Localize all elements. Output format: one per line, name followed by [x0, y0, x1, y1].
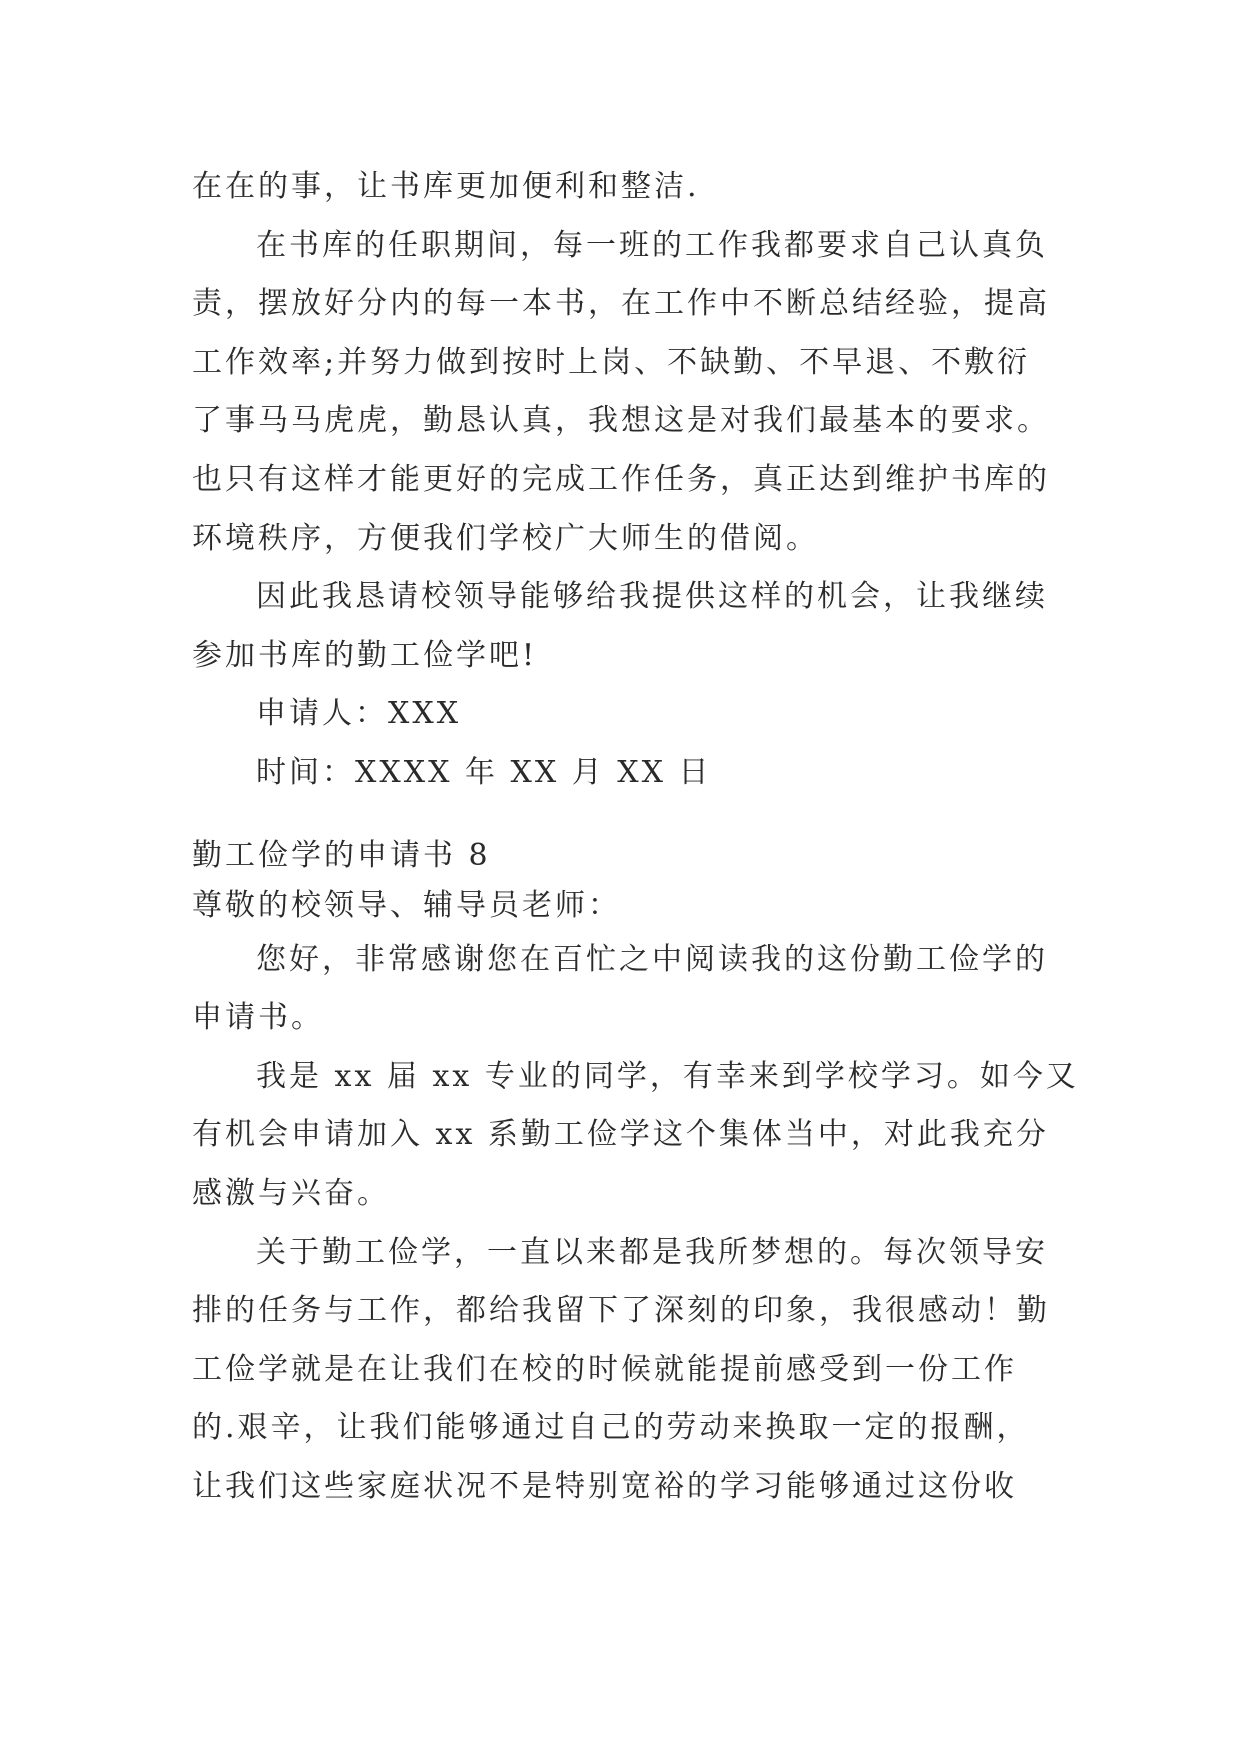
text-line: 关于勤工俭学，一直以来都是我所梦想的。每次领导安: [256, 1234, 1048, 1270]
text-line: 申请书。: [192, 1000, 324, 1036]
paragraph-duty: [192, 217, 1052, 569]
paragraph-dream: [192, 1224, 1052, 1517]
application-date: 时间：XXXX 年 XX 月 XX 日: [256, 754, 712, 790]
paragraph-tail-line: 在在的事，让书库更加便利和整洁.: [192, 169, 700, 204]
text-line: 工作效率;并努力做到按时上岗、不缺勤、不早退、不敷衍: [192, 344, 1031, 380]
text-line: 您好，非常感谢您在百忙之中阅读我的这份勤工俭学的: [256, 941, 1048, 977]
salutation: 尊敬的校领导、辅导员老师：: [192, 887, 621, 923]
text-line: 环境秩序，方便我们学校广大师生的借阅。: [192, 520, 819, 556]
text-line: 我是 xx 届 xx 专业的同学，有幸来到学校学习。如今又: [256, 1058, 1079, 1094]
applicant-signature: 申请人：XXX: [256, 696, 462, 732]
text-line: 参加书库的勤工俭学吧!: [192, 637, 538, 673]
text-line: 感激与兴奋。: [192, 1175, 390, 1211]
text-line: 有机会申请加入 xx 系勤工俭学这个集体当中，对此我充分: [192, 1117, 1049, 1153]
paragraph-request: [192, 568, 1052, 685]
text-line: 因此我恳请校领导能够给我提供这样的机会，让我继续: [256, 579, 1048, 615]
text-line: 的.艰辛，让我们能够通过自己的劳动来换取一定的报酬，: [192, 1410, 1030, 1446]
text-line: 了事马马虎虎，勤恳认真，我想这是对我们最基本的要求。: [192, 403, 1050, 439]
section-title: 勤工俭学的申请书 8: [192, 837, 491, 873]
text-line: 责，摆放好分内的每一本书，在工作中不断总结经验，提高: [192, 286, 1050, 322]
document-body: [192, 158, 1079, 1516]
text-line: 让我们这些家庭状况不是特别宽裕的学习能够通过这份收: [192, 1468, 1017, 1504]
paragraph-intro: [192, 1048, 1079, 1224]
text-line: 在书库的任职期间，每一班的工作我都要求自己认真负: [256, 227, 1048, 263]
paragraph-hello: [192, 931, 1052, 1048]
text-line: 排的任务与工作，都给我留下了深刻的印象，我很感动！勤: [192, 1293, 1050, 1329]
text-line: 也只有这样才能更好的完成工作任务，真正达到维护书库的: [192, 461, 1050, 497]
text-line: 工俭学就是在让我们在校的时候就能提前感受到一份工作: [192, 1351, 1017, 1387]
